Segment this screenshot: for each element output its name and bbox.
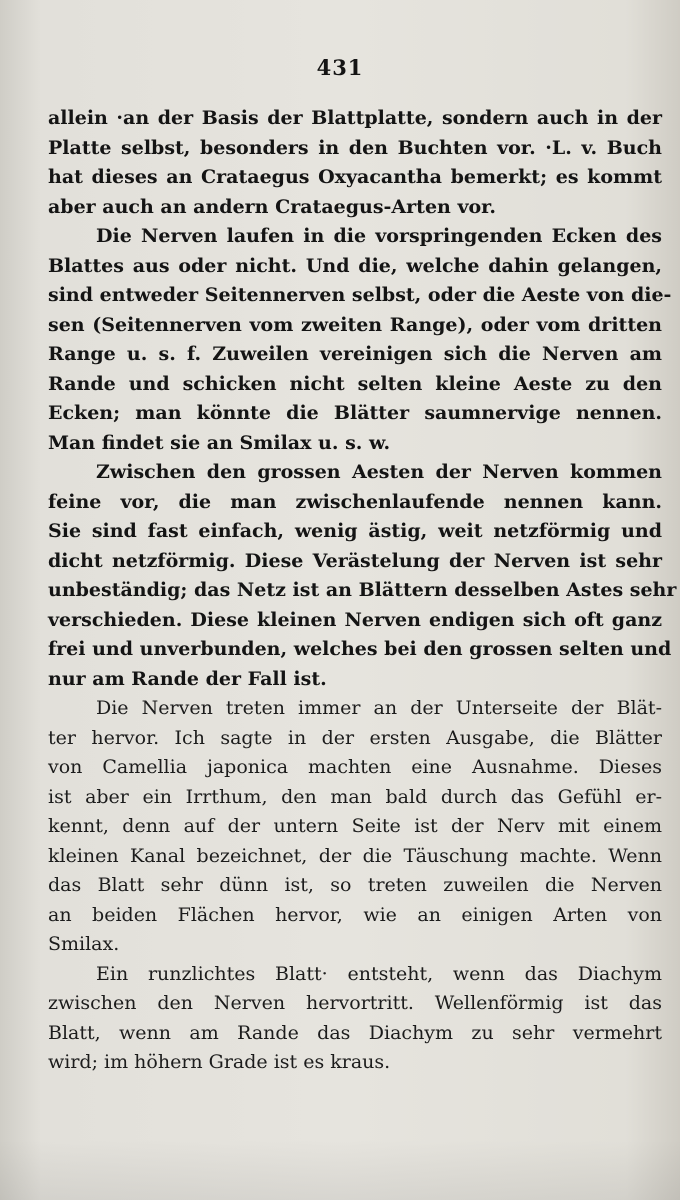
- text-line: Rande und schicken nicht selten kleine Aeste zu den: [48, 372, 662, 395]
- text-line: sen (Seitennerven vom zweiten Range), oder vom dritten: [48, 313, 662, 336]
- text-line: Die Nerven treten immer an der Unterseite der Blät-: [96, 697, 662, 719]
- text-line: an beiden Flächen hervor, wie an einigen Arten von: [48, 903, 662, 926]
- text-line: hat dieses an Crataegus Oxyacantha bemerkt; es kommt: [48, 166, 662, 188]
- text-line: ist aber ein Irrthum, den man bald durch das Gefühl er-: [48, 785, 662, 808]
- text-line: Sie sind fast einfach, wenig ästig, weit netzförmig und: [48, 520, 662, 542]
- text-line: Platte selbst, besonders in den Buchten vor. ·L. v. Buch: [48, 136, 662, 159]
- paragraph: [48, 960, 662, 1078]
- paragraph: [48, 222, 672, 458]
- body-text: [48, 104, 677, 1078]
- text-line: unbeständig; das Netz ist an Blättern desselben Astes sehr: [48, 579, 677, 601]
- text-line: sind entweder Seitennerven selbst, oder die Aeste von die-: [48, 284, 672, 306]
- paragraph: [48, 104, 662, 222]
- page-shadow: [0, 1140, 680, 1200]
- text-line: zwischen den Nerven hervortritt. Wellenförmig ist das: [48, 992, 662, 1014]
- page-number: 431: [316, 55, 364, 80]
- text-line: Range u. s. f. Zuweilen vereinigen sich die Nerven am: [48, 343, 662, 365]
- text-line: verschieden. Diese kleinen Nerven endigen sich oft ganz: [48, 608, 662, 631]
- text-line: Blattes aus oder nicht. Und die, welche dahin gelangen,: [48, 254, 662, 277]
- text-line: Zwischen den grossen Aesten der Nerven kommen: [96, 461, 662, 483]
- text-line: nur am Rande der Fall ist.: [48, 667, 327, 690]
- text-line: das Blatt sehr dünn ist, so treten zuweilen die Nerven: [48, 874, 662, 896]
- text-line: allein ·an der Basis der Blattplatte, sondern auch in der: [48, 107, 662, 129]
- text-line: kleinen Kanal bezeichnet, der die Täuschung machte. Wenn: [48, 844, 662, 867]
- text-line: ter hervor. Ich sagte in der ersten Ausgabe, die Blätter: [48, 726, 662, 749]
- text-line: wird; im höhern Grade ist es kraus.: [48, 1051, 391, 1073]
- text-line: Die Nerven laufen in die vorspringenden Ecken des: [96, 225, 662, 247]
- text-line: frei und unverbunden, welches bei den grossen selten und: [48, 638, 672, 660]
- text-line: dicht netzförmig. Diese Verästelung der Nerven ist sehr: [48, 549, 662, 572]
- text-line: aber auch an andern Crataegus-Arten vor.: [48, 195, 497, 218]
- text-line: Ecken; man könnte die Blätter saumnervige nennen.: [48, 402, 662, 424]
- text-line: Ein runzlichtes Blatt· entsteht, wenn das Diachym: [96, 962, 662, 985]
- text-line: kennt, denn auf der untern Seite ist der Nerv mit einem: [48, 815, 662, 837]
- text-line: von Camellia japonica machten eine Ausnahme. Dieses: [48, 756, 662, 778]
- text-line: Blatt, wenn am Rande das Diachym zu sehr vermehrt: [48, 1021, 662, 1044]
- text-line: feine vor, die man zwischenlaufende nennen kann.: [48, 490, 662, 513]
- paragraph: [48, 694, 662, 960]
- paragraph: [48, 458, 677, 694]
- text-line: Smilax.: [48, 933, 120, 955]
- text-line: Man findet sie an Smilax u. s. w.: [48, 431, 391, 454]
